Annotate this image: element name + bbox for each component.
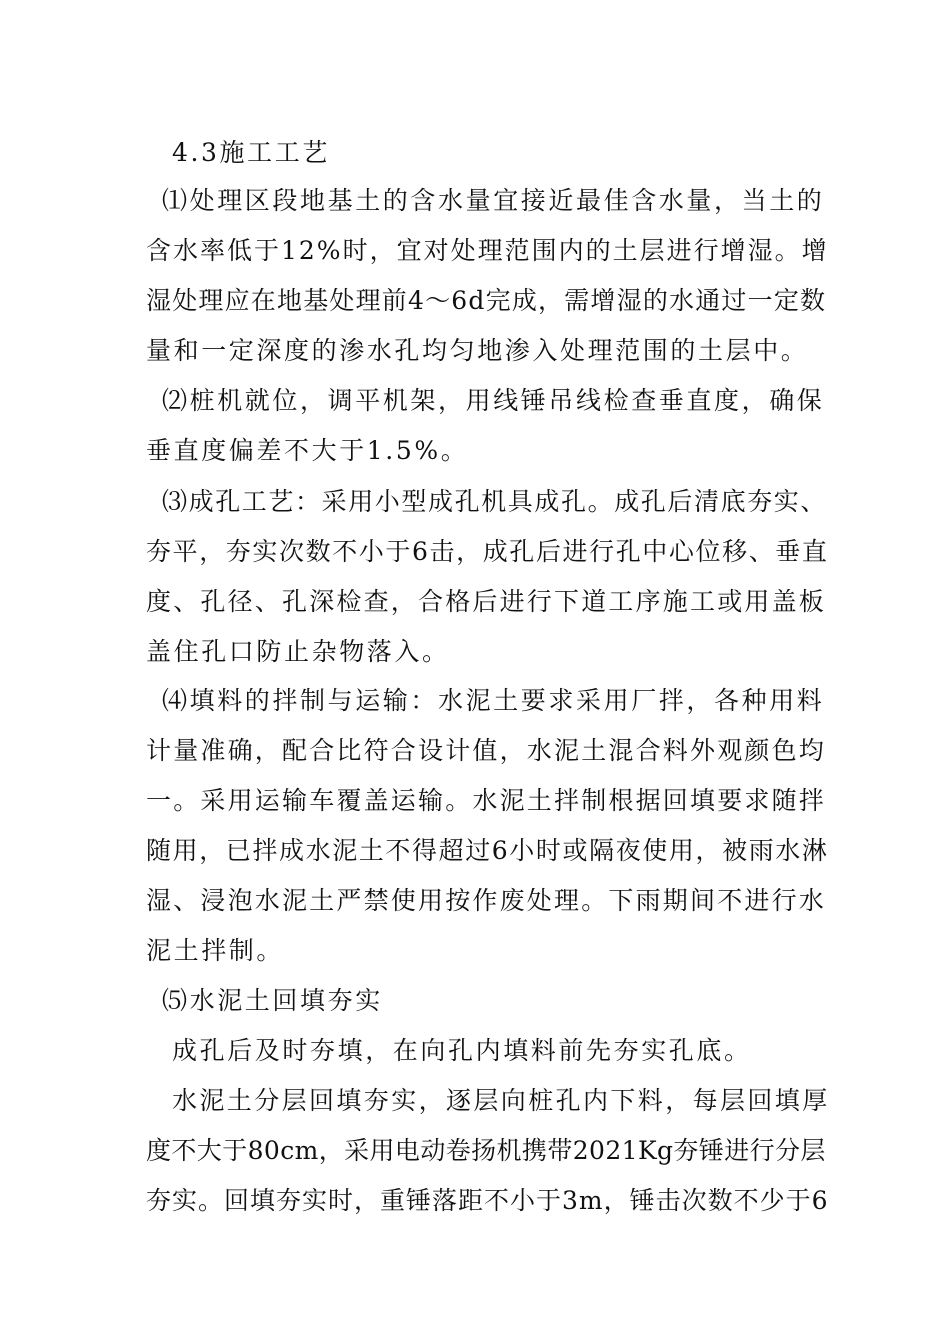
section-heading: 4.3施工工艺 — [172, 138, 330, 167]
paragraph-line: 量和一定深度的渗水孔均匀地渗入处理范围的土层中。 — [146, 336, 809, 365]
paragraph-line: 随用，已拌成水泥土不得超过6小时或隔夜使用，被雨水淋 — [146, 836, 829, 865]
paragraph-line: 盖住孔口防止杂物落入。 — [146, 637, 450, 666]
paragraph-line: ⑸水泥土回填夯实 — [162, 986, 383, 1015]
paragraph-line: ⑷填料的拌制与运输：水泥土要求采用厂拌，各种用料 — [162, 686, 825, 715]
paragraph-line: 湿、浸泡水泥土严禁使用按作废处理。下雨期间不进行水 — [146, 886, 827, 915]
paragraph-line: 度、孔径、孔深检查，合格后进行下道工序施工或用盖板 — [146, 587, 827, 616]
paragraph-line: 垂直度偏差不大于1.5%。 — [146, 436, 469, 465]
paragraph-line: 度不大于80cm，采用电动卷扬机携带2021Kg夯锤进行分层 — [146, 1136, 826, 1165]
paragraph-line: 含水率低于12%时，宜对处理范围内的土层进行增湿。增 — [146, 236, 829, 265]
paragraph-line: 泥土拌制。 — [146, 936, 285, 965]
paragraph-line: 夯实。回填夯实时，重锤落距不小于3m，锤击次数不少于6 — [146, 1186, 829, 1215]
paragraph-line: 夯平，夯实次数不小于6击，成孔后进行孔中心位移、垂直 — [146, 537, 829, 566]
paragraph-line: ⑵桩机就位，调平机架，用线锤吊线检查垂直度，确保 — [162, 386, 825, 415]
paragraph-line: 湿处理应在地基处理前4～6d完成，需增湿的水通过一定数 — [146, 286, 827, 315]
paragraph-line: ⑴处理区段地基土的含水量宜接近最佳含水量，当土的 — [162, 186, 825, 215]
paragraph-line: 计量准确，配合比符合设计值，水泥土混合料外观颜色均 — [146, 736, 827, 765]
paragraph-line: 水泥土分层回填夯实，逐层向桩孔内下料，每层回填厚 — [172, 1086, 830, 1115]
paragraph-line: 一。采用运输车覆盖运输。水泥土拌制根据回填要求随拌 — [146, 786, 827, 815]
paragraph-line: 成孔后及时夯填，在向孔内填料前先夯实孔底。 — [172, 1036, 752, 1065]
paragraph-line: ⑶成孔工艺：采用小型成孔机具成孔。成孔后清底夯实、 — [162, 487, 828, 516]
